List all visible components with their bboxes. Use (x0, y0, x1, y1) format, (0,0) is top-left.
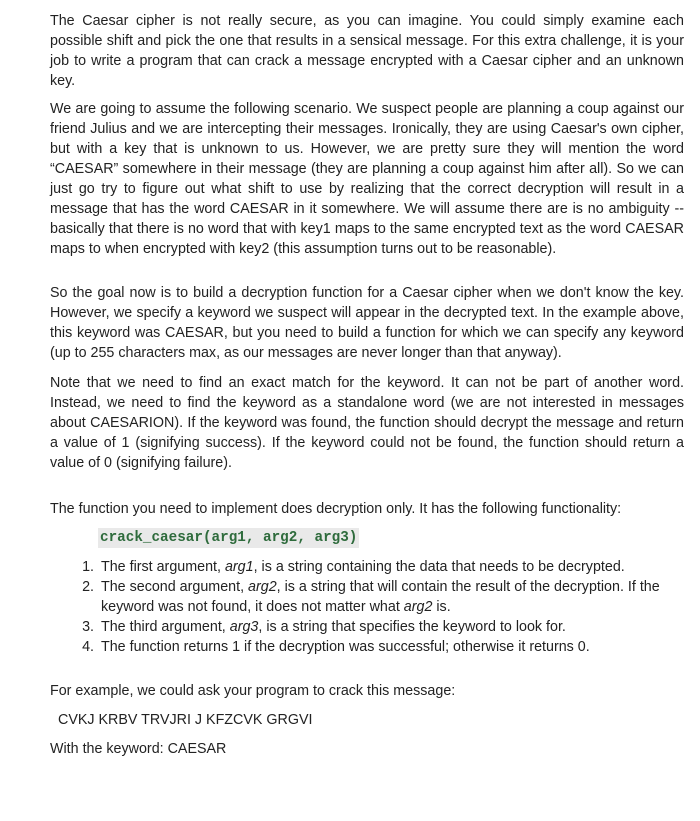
list-item (98, 577, 684, 617)
argument-list (50, 557, 684, 657)
function-signature-code: crack_caesar(arg1, arg2, arg3) (100, 530, 358, 546)
example-keyword: With the keyword: CAESAR (50, 741, 227, 757)
intro-paragraph-2: We are going to assume the following scenario. We suspect people are planning a coup against our friend Julius and we are intercepting their messages. Ironically, they are using Caesar's own cipher, but with a key that is unknown to us. However, we are pretty sure they will mention the word “CAESAR” somewhere in their message (they are planning a coup against him after all). So we can just go try to figure out what shift to use by realizing that the correct decryption will result in a message that has the word CAESAR in it somewhere. We will assume there are is no ambiguity -- basically that there is no word that with key1 maps to the same encrypted text as the word CAESAR maps to when encrypted with key2 (this assumption turns out to be reasonable). (50, 101, 684, 257)
argument-name: arg1 (224, 559, 254, 575)
list-item (98, 637, 684, 657)
list-item-text: is. (432, 599, 451, 615)
goal-paragraph-1: So the goal now is to build a decryption function for a Caesar cipher when we don't know the key. However, we specify a keyword we suspect will appear in the decrypted text. In the example above, this keyword was CAESAR, but you need to build a function for which we can specify any keyword (up to 255 characters max, as our messages are never longer than that anyway). (50, 285, 684, 361)
list-item-text: The first argument, (101, 559, 225, 575)
function-intro: The function you need to implement does decryption only. It has the following functionality: (50, 501, 622, 517)
list-item-text: , is a string that will contain the result of the decryption. If the keyword was not found, it does not matter what (101, 579, 660, 615)
argument-name: arg2 (403, 599, 433, 615)
list-item-text: The function returns 1 if the decryption was successful; otherwise it returns 0. (101, 639, 590, 655)
document-body (50, 11, 684, 759)
list-item (98, 557, 684, 577)
goal-paragraph-2: Note that we need to find an exact match for the keyword. It can not be part of another word. Instead, we need to find the keyword as a standalone word (we are not interested in messages about CAESARION). If the keyword was found, the function should decrypt the message and return a value of 1 (signifying success). If the keyword could not be found, the function should return a value of 0 (signifying failure). (50, 375, 684, 471)
list-item-text: The second argument, (101, 579, 249, 595)
argument-name: arg2 (248, 579, 277, 595)
argument-name: arg3 (229, 619, 259, 635)
function-signature-line (98, 527, 684, 549)
intro-paragraph-1: The Caesar cipher is not really secure, as you can imagine. You could simply examine each possible shift and pick the one that results in a sensical message. For this extra challenge, it is your job to write a program that can crack a message encrypted with a Caesar cipher and an unknown key. (50, 13, 684, 89)
encrypted-message: CVKJ KRBV TRVJRI J KFZCVK GRGVI (58, 712, 313, 728)
list-item-text: The third argument, (101, 619, 230, 635)
list-item (98, 617, 684, 637)
example-intro: For example, we could ask your program to crack this message: (50, 683, 456, 699)
list-item-text: , is a string containing the data that needs to be decrypted. (253, 559, 625, 575)
list-item-text: , is a string that specifies the keyword to look for. (258, 619, 566, 635)
